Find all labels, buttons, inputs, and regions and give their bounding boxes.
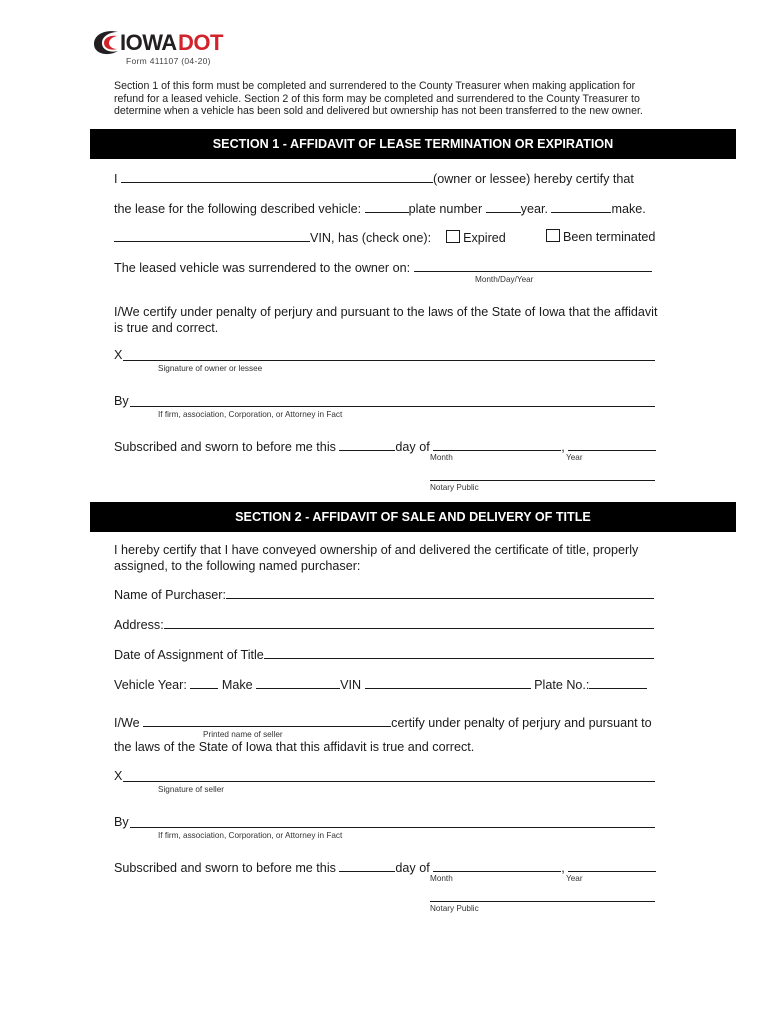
s2-by-hint: If firm, association, Corporation, or Attorney in Fact: [158, 831, 343, 840]
vehicle-vin-field[interactable]: [365, 676, 531, 689]
s2-month-field[interactable]: [433, 859, 561, 872]
s1-month-field[interactable]: [433, 438, 561, 451]
s2-certify-conveyed: I hereby certify that I have conveyed ownership of and delivered the certificate of title, properly assigned, to the following named purchaser:: [114, 543, 639, 573]
s2-signature-field[interactable]: [123, 781, 655, 782]
s1-by-hint: If firm, association, Corporation, or Attorney in Fact: [158, 410, 343, 419]
seller-name-field[interactable]: [143, 714, 391, 727]
s2-sig-hint: Signature of seller: [158, 785, 224, 794]
purchaser-name-field[interactable]: [226, 586, 654, 599]
section2-header: SECTION 2 - AFFIDAVIT OF SALE AND DELIVERY OF TITLE: [90, 502, 736, 532]
s1-year-field[interactable]: [568, 438, 656, 451]
s1-sworn-line: Subscribed and sworn to before me this day of ,: [114, 438, 656, 454]
s1-day-field[interactable]: [339, 438, 395, 451]
address-field[interactable]: [164, 616, 654, 629]
svg-text:IOWA: IOWA: [120, 30, 177, 55]
plate-no-field[interactable]: [589, 676, 647, 689]
s2-by-field[interactable]: [130, 827, 655, 828]
form-number: Form 411107 (04-20): [126, 56, 211, 66]
make-field[interactable]: [551, 200, 611, 213]
surrender-date-field[interactable]: [414, 259, 652, 272]
vin-field[interactable]: [114, 229, 310, 242]
s1-year-hint: Year: [566, 453, 583, 462]
s2-day-field[interactable]: [339, 859, 395, 872]
s2-laws-text: the laws of the State of Iowa that this affidavit is true and correct.: [114, 740, 475, 754]
s1-vin-line: VIN, has (check one): Expired: [114, 229, 506, 245]
svg-text:DOT: DOT: [178, 30, 223, 55]
s2-vehicle-line: Vehicle Year: Make VIN Plate No.:: [114, 676, 647, 692]
s1-terminated: Been terminated: [546, 229, 655, 244]
s2-purchaser-line: Name of Purchaser:: [114, 586, 654, 602]
terminated-checkbox[interactable]: [546, 229, 560, 242]
s2-iwe-line: I/We certify under penalty of perjury and pursuant to: [114, 716, 652, 730]
s1-by-field[interactable]: [130, 406, 655, 407]
intro-text: Section 1 of this form must be completed and surrendered to the County Treasurer when making application for refund for a leased vehicle. Section 2 of this form may be completed and surrendered to the County Treasurer to determine when a vehicle has been sold and delivered but ownership has not been transferred to the new owner.: [114, 80, 643, 118]
vehicle-year-field[interactable]: [190, 676, 218, 689]
s1-vehicle-line: the lease for the following described vehicle: plate number year. make.: [114, 202, 646, 216]
section1-header: SECTION 1 - AFFIDAVIT OF LEASE TERMINATION OR EXPIRATION: [90, 129, 736, 159]
iowa-dot-logo: [90, 26, 230, 58]
s2-notary-field[interactable]: [430, 901, 655, 902]
s2-notary-hint: Notary Public: [430, 904, 479, 913]
s2-sworn-line: Subscribed and sworn to before me this day of ,: [114, 859, 656, 875]
date-hint: Month/Day/Year: [475, 275, 534, 284]
s2-date-line: Date of Assignment of Title: [114, 646, 654, 662]
s1-month-hint: Month: [430, 453, 453, 462]
s1-x-label: X: [114, 348, 123, 362]
s1-sig-hint: Signature of owner or lessee: [158, 364, 263, 373]
s1-by-label: By: [114, 394, 129, 408]
s1-certify-text: I/We certify under penalty of perjury and pursuant to the laws of the State of Iowa that the affidavit is true and correct.: [114, 305, 658, 335]
s2-year-hint: Year: [566, 874, 583, 883]
s2-year-field[interactable]: [568, 859, 656, 872]
iowa-dot-swoosh-logo-icon: [90, 26, 230, 58]
s2-x-label: X: [114, 769, 123, 783]
owner-name-field[interactable]: [121, 170, 433, 183]
s2-address-line: Address:: [114, 616, 654, 632]
expired-checkbox[interactable]: [446, 230, 460, 243]
s1-notary-hint: Notary Public: [430, 483, 479, 492]
plate-number-field[interactable]: [365, 200, 409, 213]
year-field[interactable]: [486, 200, 521, 213]
s1-surrendered-line: The leased vehicle was surrendered to the owner on:: [114, 259, 652, 275]
printed-name-hint: Printed name of seller: [203, 730, 283, 739]
s1-owner-line: I (owner or lessee) hereby certify that: [114, 172, 634, 186]
s1-signature-field[interactable]: [123, 360, 655, 361]
assignment-date-field[interactable]: [264, 646, 654, 659]
s2-by-label: By: [114, 815, 129, 829]
s1-notary-field[interactable]: [430, 480, 655, 481]
s2-month-hint: Month: [430, 874, 453, 883]
vehicle-make-field[interactable]: [256, 676, 340, 689]
